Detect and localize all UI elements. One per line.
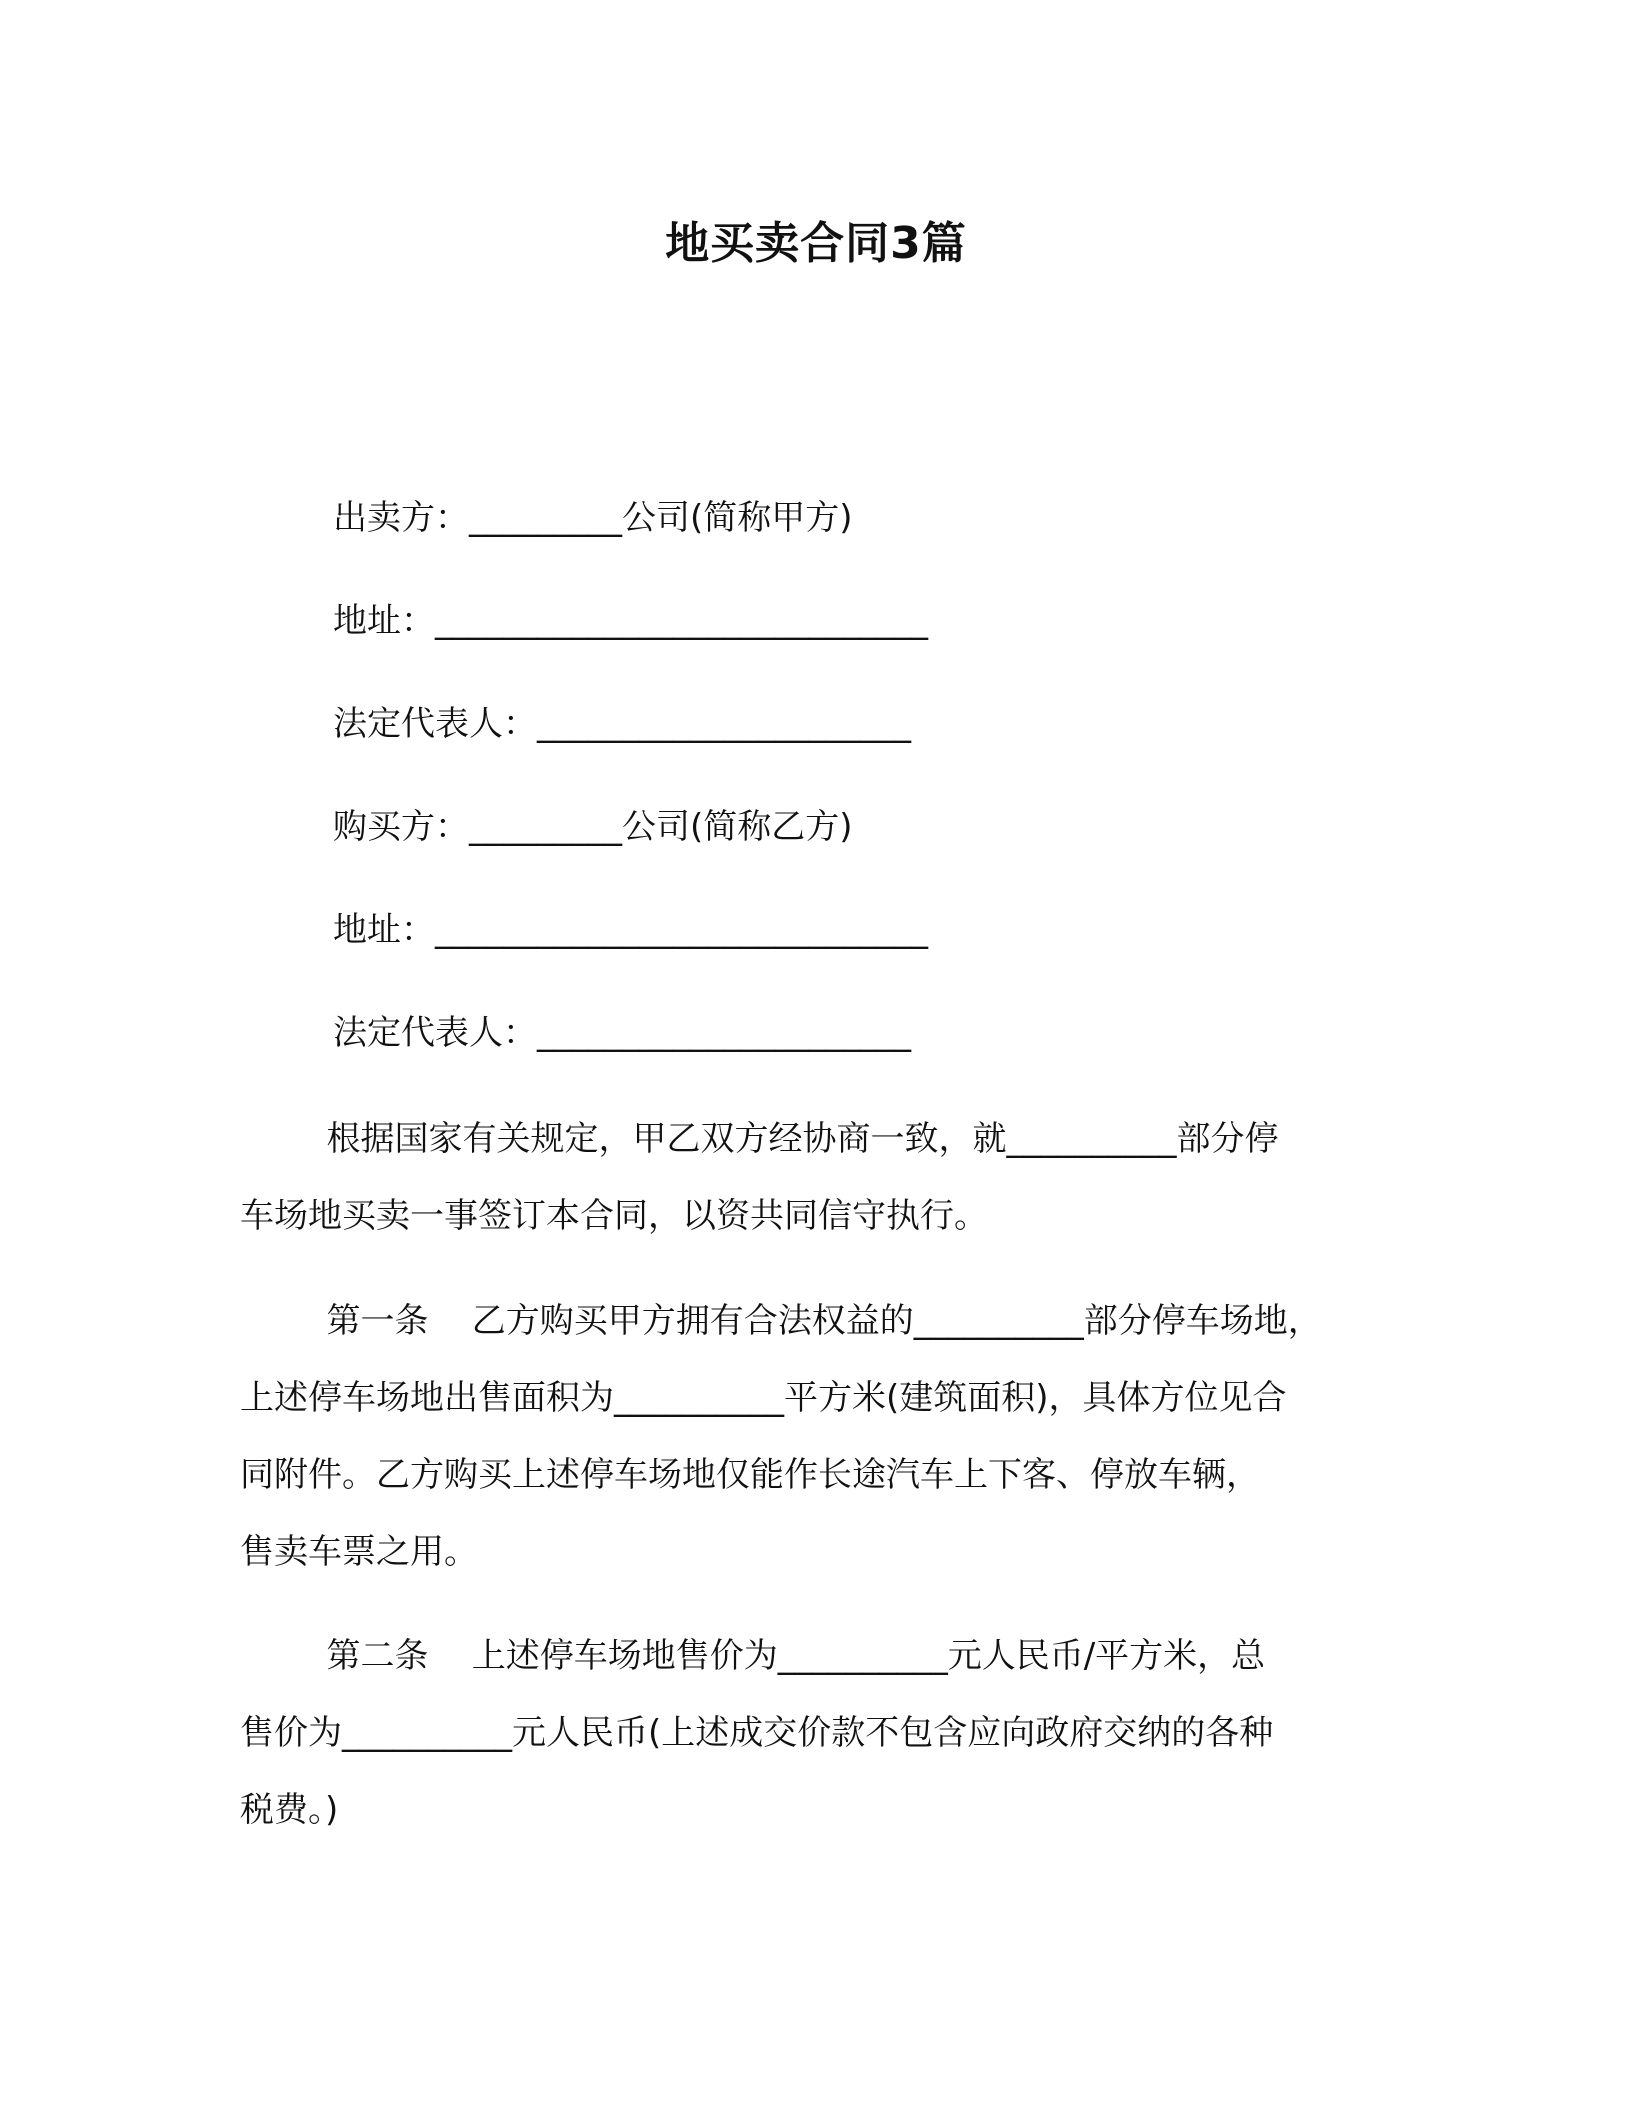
article-1-paragraph [240, 1283, 1400, 1591]
article-1-line: 上述停车场地出售面积为__________平方米(建筑面积)，具体方位见合 [240, 1378, 1287, 1418]
document-title: 地买卖合同3篇 [665, 218, 967, 269]
buyer-name-field: 购买方：_________公司(简称乙方) [333, 807, 853, 847]
intro-line: 根据国家有关规定，甲乙双方经协商一致，就__________部分停 [240, 1119, 1279, 1159]
article-2-line: 第二条 上述停车场地售价为__________元人民币/平方米，总 [240, 1636, 1266, 1676]
article-2-line: 税费。) [240, 1790, 339, 1830]
article-1-line: 售卖车票之用。 [240, 1532, 478, 1572]
intro-line: 车场地买卖一事签订本合同，以资共同信守执行。 [240, 1196, 988, 1236]
seller-address-field: 地址：_____________________________ [333, 601, 928, 641]
seller-legal-representative-field: 法定代表人：______________________ [333, 704, 911, 744]
buyer-address-field: 地址：_____________________________ [333, 910, 928, 950]
article-2-line: 售价为__________元人民币(上述成交价款不包含应向政府交纳的各种 [240, 1713, 1274, 1753]
article-1-line: 第一条 乙方购买甲方拥有合法权益的__________部分停车场地， [240, 1301, 1322, 1341]
article-2-paragraph [240, 1618, 1400, 1849]
intro-paragraph [240, 1101, 1400, 1255]
buyer-legal-representative-field: 法定代表人：______________________ [333, 1013, 911, 1053]
seller-name-field: 出卖方：_________公司(简称甲方) [333, 498, 853, 538]
article-1-line: 同附件。乙方购买上述停车场地仅能作长途汽车上下客、停放车辆， [240, 1455, 1260, 1495]
